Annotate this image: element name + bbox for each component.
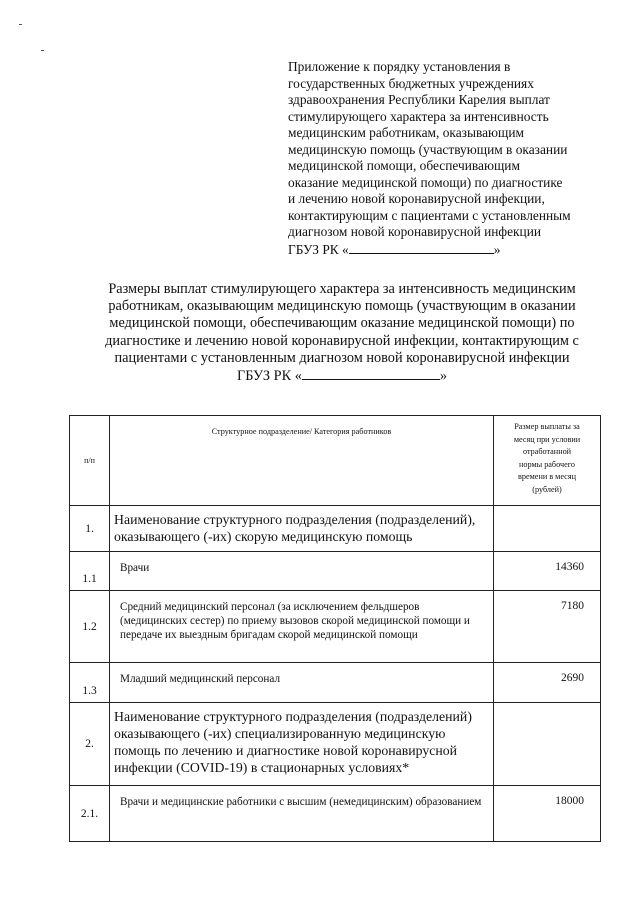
header-payment (494, 416, 601, 506)
appendix-line: и лечению новой коронавирусной инфекции, (288, 191, 545, 206)
appendix-line: диагнозом новой коронавирусной инфекции (288, 224, 542, 239)
payments-table (69, 415, 601, 842)
appendix-line: Приложение к порядку установления в (288, 59, 511, 74)
header-payment-line: времени в месяц (518, 472, 576, 482)
scan-speck (41, 50, 44, 51)
heading-line: медицинской помощи, обеспечивающим оказание медицинской помощи) по (109, 315, 575, 332)
header-category: Структурное подразделение/ Категория работников (110, 416, 494, 506)
appendix-line: оказание медицинской помощи) по диагностике (288, 174, 563, 190)
heading-line: Размеры выплат стимулирующего характера за интенсивность медицинским (108, 281, 576, 297)
org-suffix: » (439, 368, 447, 385)
row-number: 1. (70, 506, 110, 552)
heading-line: работникам, оказывающим медицинскую помощь (участвующим в оказании (108, 298, 576, 315)
row-number: 2.1. (70, 786, 110, 842)
appendix-line: медицинским работникам, оказывающим (288, 125, 524, 140)
row-category: Наименование структурного подразделения (подразделений), оказывающего (-их) скорую медицинскую помощь (110, 506, 494, 552)
row-category: Наименование структурного подразделения (подразделений) оказывающего (-их) специализированную медицинскую помощь по лечению и диагностике новой коронавирусной инфекции (COVID-19) в стационарных условиях* (110, 703, 494, 786)
heading-line: диагностике и лечению новой коронавирусной инфекции, контактирующим с (105, 332, 579, 349)
row-amount (494, 703, 601, 786)
scan-speck (19, 24, 22, 25)
row-amount: 2690 (494, 663, 601, 703)
appendix-line: медицинской помощи, обеспечивающим (288, 158, 520, 173)
appendix-line: здравоохранения Республики Карелия выплат (288, 92, 550, 107)
row-number: 1.1 (70, 552, 110, 591)
appendix-line: контактирующим с пациентами с установленным (288, 207, 571, 223)
org-name-blank (349, 241, 494, 254)
header-payment-line: нормы рабочего (519, 459, 575, 469)
appendix-line: медицинскую помощь (участвующим в оказании (288, 141, 568, 157)
table-row (70, 663, 601, 703)
header-payment-line: месяц при условии (513, 434, 581, 444)
header-num: п/п (70, 416, 110, 506)
org-suffix: » (493, 241, 501, 257)
row-number: 2. (70, 703, 110, 786)
appendix-line: стимулирующего характера за интенсивность (288, 108, 549, 124)
row-amount: 7180 (494, 591, 601, 663)
appendix-note (288, 59, 608, 258)
row-category: Врачи и медицинские работники с высшим (немедицинским) образованием (110, 786, 494, 842)
org-prefix: ГБУЗ РК « (288, 241, 349, 257)
row-category: Средний медицинский персонал (за исключением фельдшеров (медицинских сестер) по приему вызовов скорой медицинской помощи и передаче их выездным бригадам скорой медицинской помощи (110, 591, 494, 663)
header-payment-line: Размер выплаты за (514, 422, 580, 431)
table-row (70, 552, 601, 591)
org-name-blank (302, 367, 440, 380)
row-amount: 14360 (494, 552, 601, 591)
table-header-row (70, 416, 601, 506)
header-payment-line: (рублей) (532, 484, 562, 494)
appendix-org-line (288, 241, 608, 259)
row-amount: 18000 (494, 786, 601, 842)
document-heading (80, 281, 604, 385)
table-row (70, 591, 601, 663)
row-category: Врачи (110, 552, 494, 591)
row-amount (494, 506, 601, 552)
header-payment-line: отработанной (522, 447, 572, 457)
table-row (70, 703, 601, 786)
heading-line: пациентами с установленным диагнозом новой коронавирусной инфекции (114, 349, 570, 366)
row-number: 1.2 (70, 591, 110, 663)
appendix-line: государственных бюджетных учреждениях (288, 75, 534, 91)
table-row (70, 506, 601, 552)
row-category: Младший медицинский персонал (110, 663, 494, 703)
heading-org-line (80, 367, 604, 385)
org-prefix: ГБУЗ РК « (236, 368, 302, 385)
row-number: 1.3 (70, 663, 110, 703)
table-row (70, 786, 601, 842)
